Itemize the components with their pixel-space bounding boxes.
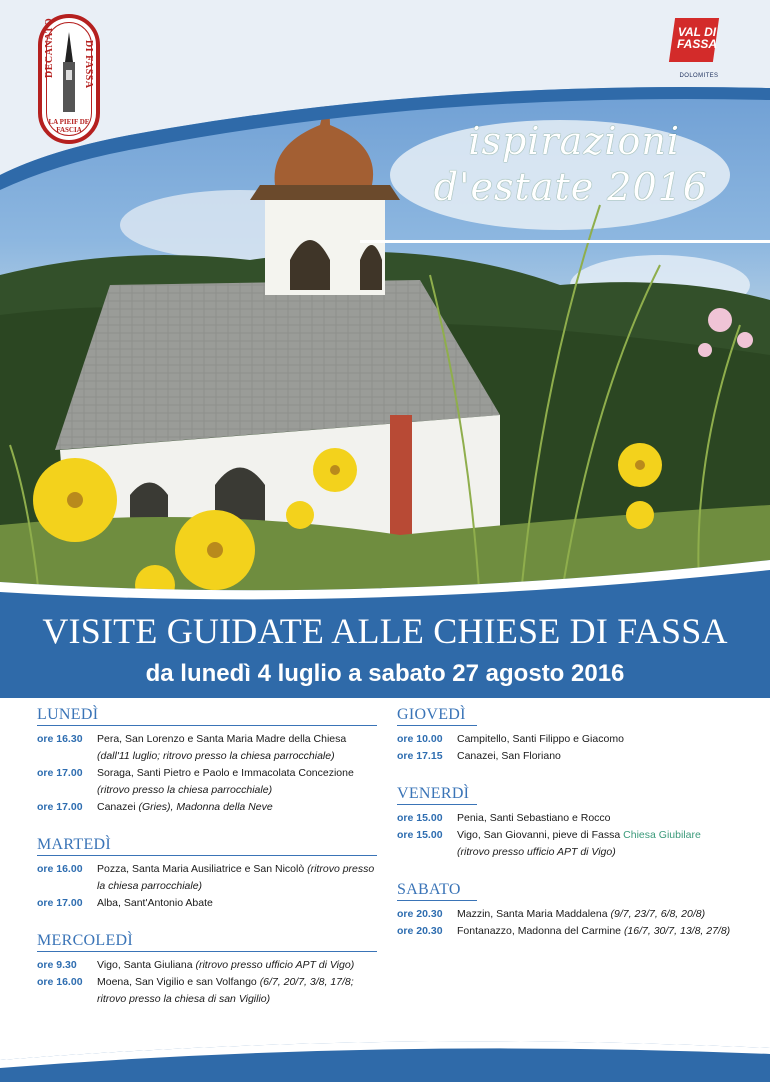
schedule-right-column — [397, 706, 737, 960]
entry-time: ore 16.00 — [37, 863, 83, 875]
entry-time: ore 9.30 — [37, 959, 77, 971]
entry-place: Alba, Sant'Antonio Abate — [97, 897, 213, 909]
entry-time: ore 16.00 — [37, 976, 83, 988]
decanato-right-text: DI FASSA — [83, 40, 94, 89]
decanato-logo — [38, 14, 100, 144]
decanato-bottom-text: LA PIEIF DE FASCIA — [48, 118, 90, 134]
day-title: MERCOLEDÌ — [37, 932, 377, 952]
list-item — [37, 895, 377, 912]
entry-note: (9/7, 23/7, 6/8, 20/8) — [610, 908, 706, 920]
title-rule — [360, 240, 770, 243]
entry-place: Vigo, San Giovanni, pieve di Fassa — [457, 829, 621, 841]
entry-time: ore 16.30 — [37, 733, 83, 745]
entry-time: ore 15.00 — [397, 812, 443, 824]
list-item — [37, 861, 377, 895]
list-item — [37, 974, 377, 1008]
entry-note: (ritrovo presso ufficio APT di Vigo) — [457, 846, 616, 858]
script-line1: ispirazioni — [468, 119, 680, 163]
entry-note: (16/7, 30/7, 13/8, 27/8) — [623, 925, 731, 937]
entry-place: Canazei, San Floriano — [457, 750, 561, 762]
list-item — [37, 957, 377, 974]
entry-place: Mazzin, Santa Maria Maddalena — [457, 908, 608, 920]
jubilee-highlight: Chiesa Giubilare — [623, 829, 701, 841]
list-item — [37, 765, 377, 799]
day-mercoledi — [37, 932, 377, 1008]
entry-time: ore 17.00 — [37, 897, 83, 909]
list-item — [397, 731, 737, 748]
day-sabato — [397, 881, 737, 940]
brand-line1: VAL DI — [677, 25, 717, 39]
bottom-swoosh — [0, 1020, 770, 1082]
entry-place: Penia, Santi Sebastiano e Rocco — [457, 812, 611, 824]
entry-note: (ritrovo presso la chiesa parrocchiale) — [97, 784, 273, 796]
band-title: VISITE GUIDATE ALLE CHIESE DI FASSA — [42, 611, 728, 651]
val-di-fassa-logo — [668, 14, 726, 72]
entry-time: ore 20.30 — [397, 908, 443, 920]
entry-place: Pera, San Lorenzo e Santa Maria Madre della Chiesa — [97, 733, 347, 745]
schedule-left-column — [37, 706, 377, 1028]
entry-place: Soraga, Santi Pietro e Paolo e Immacolata Concezione — [97, 767, 354, 779]
entry-place: Campitello, Santi Filippo e Giacomo — [457, 733, 624, 745]
decanato-left-text: DECANATO — [44, 17, 55, 78]
entry-time: ore 15.00 — [397, 829, 443, 841]
list-item — [397, 827, 737, 861]
brand-line2: FASSA — [676, 37, 717, 51]
entry-note: (6/7, 20/7, 3/8, 17/8; ritrovo presso la chiesa di san Vigilio) — [97, 976, 354, 1005]
script-line2: d'estate 2016 — [433, 165, 708, 209]
day-giovedi — [397, 706, 737, 765]
entry-time: ore 17.00 — [37, 801, 83, 813]
entry-time: ore 10.00 — [397, 733, 443, 745]
day-title: GIOVEDÌ — [397, 706, 477, 726]
band-subtitle: da lunedì 4 luglio a sabato 27 agosto 2016 — [145, 660, 625, 687]
list-item — [397, 923, 737, 940]
entry-time: ore 17.15 — [397, 750, 443, 762]
entry-place: Pozza, Santa Maria Ausiliatrice e San Nicolò — [97, 863, 305, 875]
day-martedi — [37, 836, 377, 912]
entry-place: Moena, San Vigilio e san Volfango — [97, 976, 257, 988]
day-title: MARTEDÌ — [37, 836, 377, 856]
entry-note: (Gries), Madonna della Neve — [138, 801, 273, 813]
day-title: SABATO — [397, 881, 477, 901]
entry-place: Vigo, Santa Giuliana — [97, 959, 193, 971]
entry-place: Canazei — [97, 801, 136, 813]
list-item — [397, 810, 737, 827]
list-item — [37, 799, 377, 816]
entry-time: ore 17.00 — [37, 767, 83, 779]
entry-note: (ritrovo presso ufficio APT di Vigo) — [195, 959, 355, 971]
day-title: VENERDÌ — [397, 785, 477, 805]
day-lunedi — [37, 706, 377, 816]
script-title — [378, 118, 708, 210]
brand-subtitle: DOLOMITES — [679, 73, 719, 79]
church-tower-icon — [58, 32, 80, 114]
entry-note: (ritrovo presso la chiesa parrocchiale) — [97, 863, 375, 892]
day-venerdi — [397, 785, 737, 861]
day-title: LUNEDÌ — [37, 706, 377, 726]
entry-note: (dall'11 luglio; ritrovo presso la chiesa parrocchiale) — [97, 750, 335, 762]
entry-place: Fontanazzo, Madonna del Carmine — [457, 925, 622, 937]
list-item — [37, 731, 377, 765]
entry-time: ore 20.30 — [397, 925, 443, 937]
list-item — [397, 748, 737, 765]
list-item — [397, 906, 737, 923]
